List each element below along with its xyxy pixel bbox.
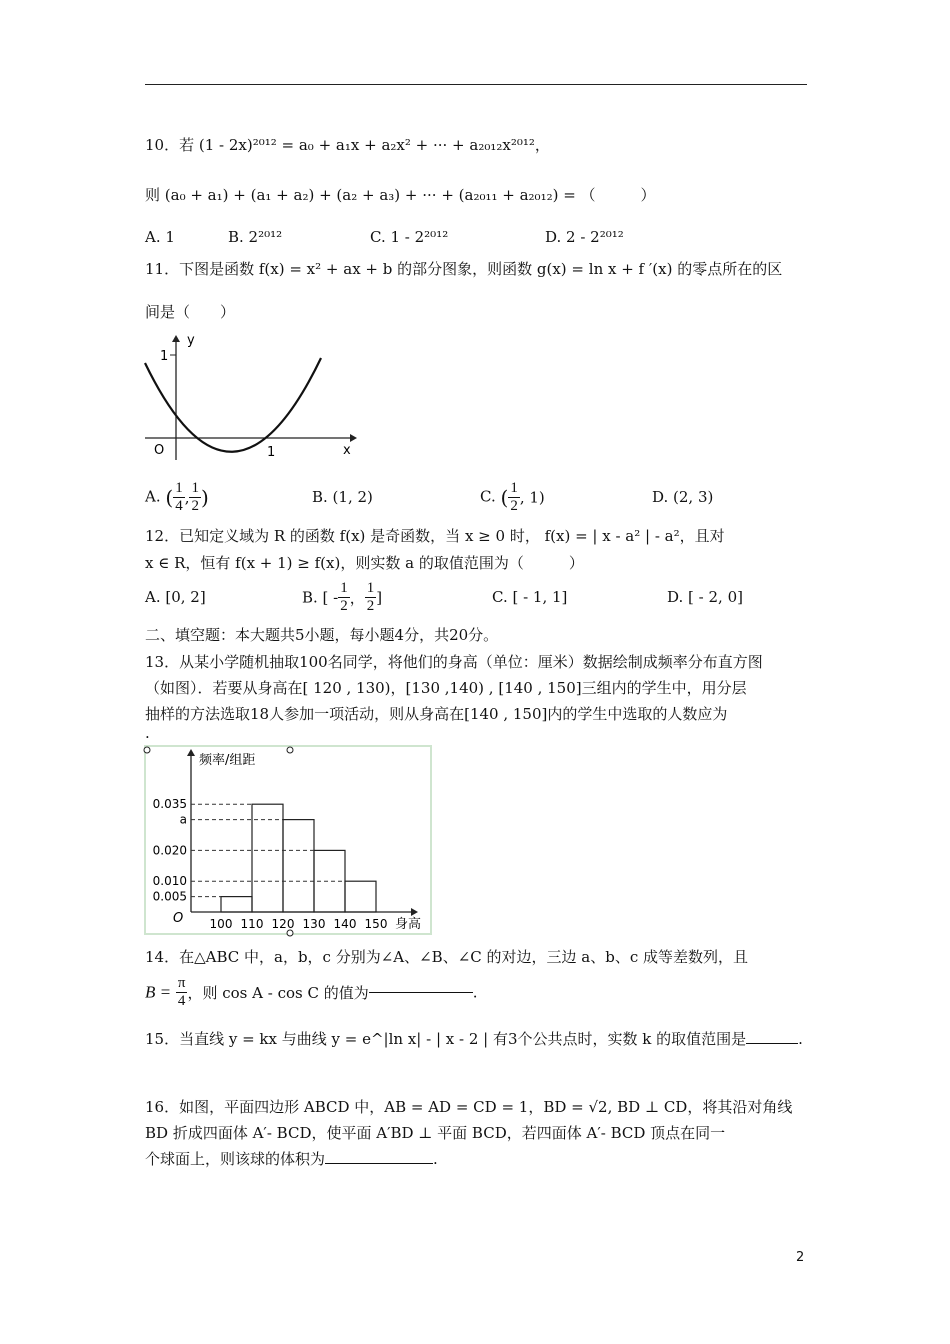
frame-handle-tm (287, 747, 293, 753)
q10-option-c: C. 1 - 2²⁰¹² (370, 228, 449, 246)
histogram-x-tick-1: 110 (240, 917, 264, 931)
histogram-x-tick-4: 140 (333, 917, 357, 931)
page-number: 2 (796, 1250, 805, 1265)
histogram-y-tick-3: 0.010 (152, 874, 187, 889)
q10-line1: 10．若 (1 - 2x)²⁰¹² = a₀ + a₁x + a₂x² + ··· + a₂₀₁₂x²⁰¹²， (145, 136, 550, 154)
q12-line1: 12．已知定义域为 R 的函数 f(x) 是奇函数，当 x ≥ 0 时， f(x) = | x - a² | - a²，且对 (145, 527, 725, 545)
q11-option-b: B. (1, 2) (312, 488, 373, 506)
q12-option-a: A. [0, 2] (145, 588, 206, 606)
q11-line2: 间是（ ） (145, 303, 236, 321)
histogram-x-tick-5: 150 (364, 917, 388, 931)
histogram-x-tick-2: 120 (271, 917, 295, 931)
origin-label: O (154, 443, 165, 458)
histogram-x-tick-0: 100 (209, 917, 233, 931)
q10-option-d: D. 2 - 2²⁰¹² (545, 228, 624, 246)
q13-line2: （如图）．若要从身高在[ 120 , 130)，[130 ,140) , [140 , 150]三组内的学生中，用分层 (145, 679, 747, 697)
section-2-heading: 二、填空题：本大题共5小题，每小题4分，共20分。 (145, 626, 499, 644)
q14-line2: B = $\frac{\pi}{4}$ ，则 cos A - cos C 的值为 . (145, 975, 478, 1009)
q11-line1: 11．下图是函数 f(x) = x² + ax + b 的部分图象，则函数 g(x) = ln x + f ′(x) 的零点所在的区 (145, 260, 783, 278)
q10-option-a: A. 1 (145, 228, 175, 246)
frame-handle-tl (144, 747, 150, 753)
histogram-xlabel: 身高 (395, 917, 422, 932)
q12-option-b: B. [ - $\frac{1}{2}$ ， $\frac{1}{2}$ ] (302, 580, 383, 614)
q15-line: 15．当直线 y = kx 与曲线 y = e^|ln x| - | x - 2 | 有3个公共点时，实数 k 的取值范围是 . (145, 1030, 803, 1048)
q11-option-c: C. ( $\frac{1}{2}$ , 1) (480, 480, 545, 514)
q12-line2: x ∈ R，恒有 f(x + 1) ≥ f(x)，则实数 a 的取值范围为（ ） (145, 554, 584, 572)
q10-option-b: B. 2²⁰¹² (228, 228, 283, 246)
x-axis-label: x (343, 443, 351, 458)
q11-parabola-graph (140, 330, 360, 465)
q13-line1: 13．从某小学随机抽取100名同学，将他们的身高（单位：厘米）数据绘制成频率分布直方图 (145, 653, 763, 671)
q10-line2: 则 (a₀ + a₁) + (a₁ + a₂) + (a₂ + a₃) + ··· + (a₂₀₁₁ + a₂₀₁₂) = （ ） (145, 186, 656, 204)
q12-option-d: D. [ - 2, 0] (667, 588, 743, 606)
q16-line3: 个球面上，则该球的体积为 . (145, 1150, 438, 1168)
histogram-title: 频率/组距 (199, 753, 256, 768)
histogram-origin: O (173, 911, 184, 926)
y-tick-label: 1 (160, 349, 169, 364)
histogram-frame (145, 746, 431, 934)
header-rule (145, 84, 807, 85)
histogram-y-tick-1: a (179, 812, 187, 827)
q13-line3: 抽样的方法选取18人参加一项活动，则从身高在[140 , 150]内的学生中选取的人数应为 (145, 705, 728, 723)
q16-line1: 16．如图，平面四边形 ABCD 中，AB = AD = CD = 1，BD = √2, BD ⊥ CD，将其沿对角线 (145, 1098, 793, 1116)
y-axis-label: y (187, 333, 195, 348)
x-axis-arrow (350, 434, 357, 442)
histogram-y-tick-0: 0.035 (152, 797, 187, 812)
histogram-x-tick-3: 130 (302, 917, 326, 931)
histogram-y-tick-4: 0.005 (152, 889, 187, 904)
q13-histogram (143, 744, 443, 939)
q13-line4: . (145, 724, 150, 742)
q16-line2: BD 折成四面体 A′- BCD，使平面 A′BD ⊥ 平面 BCD，若四面体 A′- BCD 顶点在同一 (145, 1124, 726, 1142)
q11-option-d: D. (2, 3) (652, 488, 714, 506)
histogram-y-tick-2: 0.020 (152, 843, 187, 858)
x-tick-label: 1 (267, 445, 276, 460)
q12-option-c: C. [ - 1, 1] (492, 588, 568, 606)
q14-line1: 14．在△ABC 中，a，b，c 分别为∠A、∠B、∠C 的对边，三边 a、b、c 成等差数列，且 (145, 948, 749, 966)
y-axis-arrow (172, 335, 180, 342)
q11-option-a: A. ( $\frac{1}{4}$ , $\frac{1}{2}$ ) (145, 480, 209, 514)
